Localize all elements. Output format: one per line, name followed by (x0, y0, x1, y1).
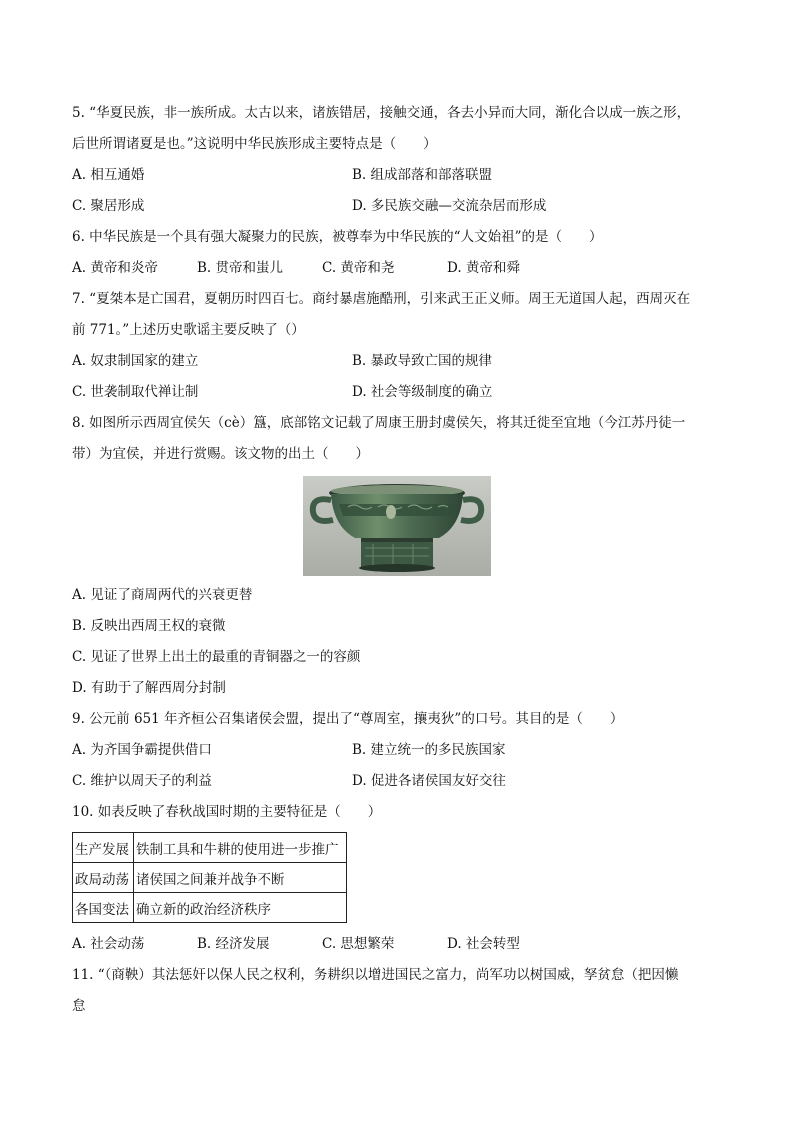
q10-stem: 10. 如表反映了春秋战国时期的主要特征是（ ） (72, 804, 382, 820)
q5-option-c: C. 聚居形成 (72, 198, 145, 214)
q5-stem-line2: 后世所谓诸夏是也。”这说明中华民族形成主要特点是（ ） (72, 136, 437, 152)
q8-stem-line1: 8. 如图所示西周宜侯矢（cè）簋，底部铭文记载了周康王册封虞侯矢，将其迁徙至宜地（今江苏丹徒一 (72, 415, 686, 431)
q7-options-row2 (72, 377, 722, 408)
q7-stem-line2: 前 771。”上述历史歌谣主要反映了（） (72, 322, 305, 338)
table-cell-value: 铁制工具和牛耕的使用进一步推广 (134, 833, 347, 863)
q5-option-b: B. 组成部落和部落联盟 (352, 167, 493, 183)
table-cell-value: 确立新的政治经济秩序 (134, 893, 347, 923)
q7-option-a: A. 奴隶制国家的建立 (72, 353, 199, 369)
q7-options-row1 (72, 346, 722, 377)
q8-option-c: C. 见证了世界上出土的最重的青铜器之一的容颜 (72, 649, 361, 665)
q10-option-b: B. 经济发展 (197, 936, 270, 952)
q10-options (72, 929, 722, 960)
q9-option-c: C. 维护以周天子的利益 (72, 773, 212, 789)
q5-options-row1 (72, 160, 722, 191)
table-row (73, 863, 347, 893)
q5-stem-line1: 5. “华夏民族，非一族所成。太古以来，诸族错居，接触交通，各去小异而大同，渐化合以成一族之形， (72, 105, 691, 121)
q7-option-c: C. 世袭制取代禅让制 (72, 384, 199, 400)
q6-options (72, 253, 722, 284)
q10-option-d: D. 社会转型 (447, 936, 520, 952)
q6-option-a: A. 黄帝和炎帝 (72, 260, 158, 276)
q7-option-d: D. 社会等级制度的确立 (352, 384, 493, 400)
table-cell-key: 政局动荡 (73, 863, 134, 893)
q11-stem-line2: 怠 (72, 998, 86, 1014)
q8-option-d: D. 有助于了解西周分封制 (72, 680, 226, 696)
q6-option-c: C. 黄帝和尧 (322, 260, 395, 276)
q6-stem: 6. 中华民族是一个具有强大凝聚力的民族，被尊奉为中华民族的“人文始祖”的是（ ） (72, 229, 603, 245)
q7-stem-line1: 7. “夏桀本是亡国君，夏朝历时四百七。商纣暴虐施酷刑，引来武王正义师。周王无道国人起，西周灭在 (72, 291, 691, 307)
q5-option-d: D. 多民族交融—交流杂居而形成 (352, 198, 547, 214)
q6-option-b: B. 贯帝和蚩儿 (197, 260, 284, 276)
q11-stem-line1: 11. “（商鞅）其法惩奸以保人民之权利，务耕织以增进国民之富力，尚军功以树国威，孥贫怠（把因懒 (72, 967, 679, 983)
exam-page (72, 98, 722, 1022)
table-cell-value: 诸侯国之间兼并战争不断 (134, 863, 347, 893)
q10-option-c: C. 思想繁荣 (322, 936, 395, 952)
table-row (73, 833, 347, 863)
q9-option-a: A. 为齐国争霸提供借口 (72, 742, 212, 758)
table-row (73, 893, 347, 923)
q9-options-row2 (72, 766, 722, 797)
q8-option-a: A. 见证了商周两代的兴衰更替 (72, 587, 253, 603)
q9-options-row1 (72, 735, 722, 766)
q5-option-a: A. 相互通婚 (72, 167, 145, 183)
bronze-gui-figure (72, 476, 722, 576)
bronze-gui-vessel-image (303, 476, 491, 576)
q8-option-b: B. 反映出西周王权的衰微 (72, 618, 226, 634)
q6-option-d: D. 黄帝和舜 (447, 260, 520, 276)
q9-option-b: B. 建立统一的多民族国家 (352, 742, 506, 758)
q10-table (72, 832, 347, 923)
q10-option-a: A. 社会动荡 (72, 936, 145, 952)
q7-option-b: B. 暴政导致亡国的规律 (352, 353, 493, 369)
table-cell-key: 生产发展 (73, 833, 134, 863)
q9-stem: 9. 公元前 651 年齐桓公召集诸侯会盟，提出了“尊周室，攘夷狄”的口号。其目的是（ ） (72, 711, 624, 727)
q5-options-row2 (72, 191, 722, 222)
table-cell-key: 各国变法 (73, 893, 134, 923)
q9-option-d: D. 促进各诸侯国友好交往 (352, 773, 506, 789)
q8-stem-line2: 带）为宜侯，并进行赏赐。该文物的出土（ ） (72, 446, 369, 462)
